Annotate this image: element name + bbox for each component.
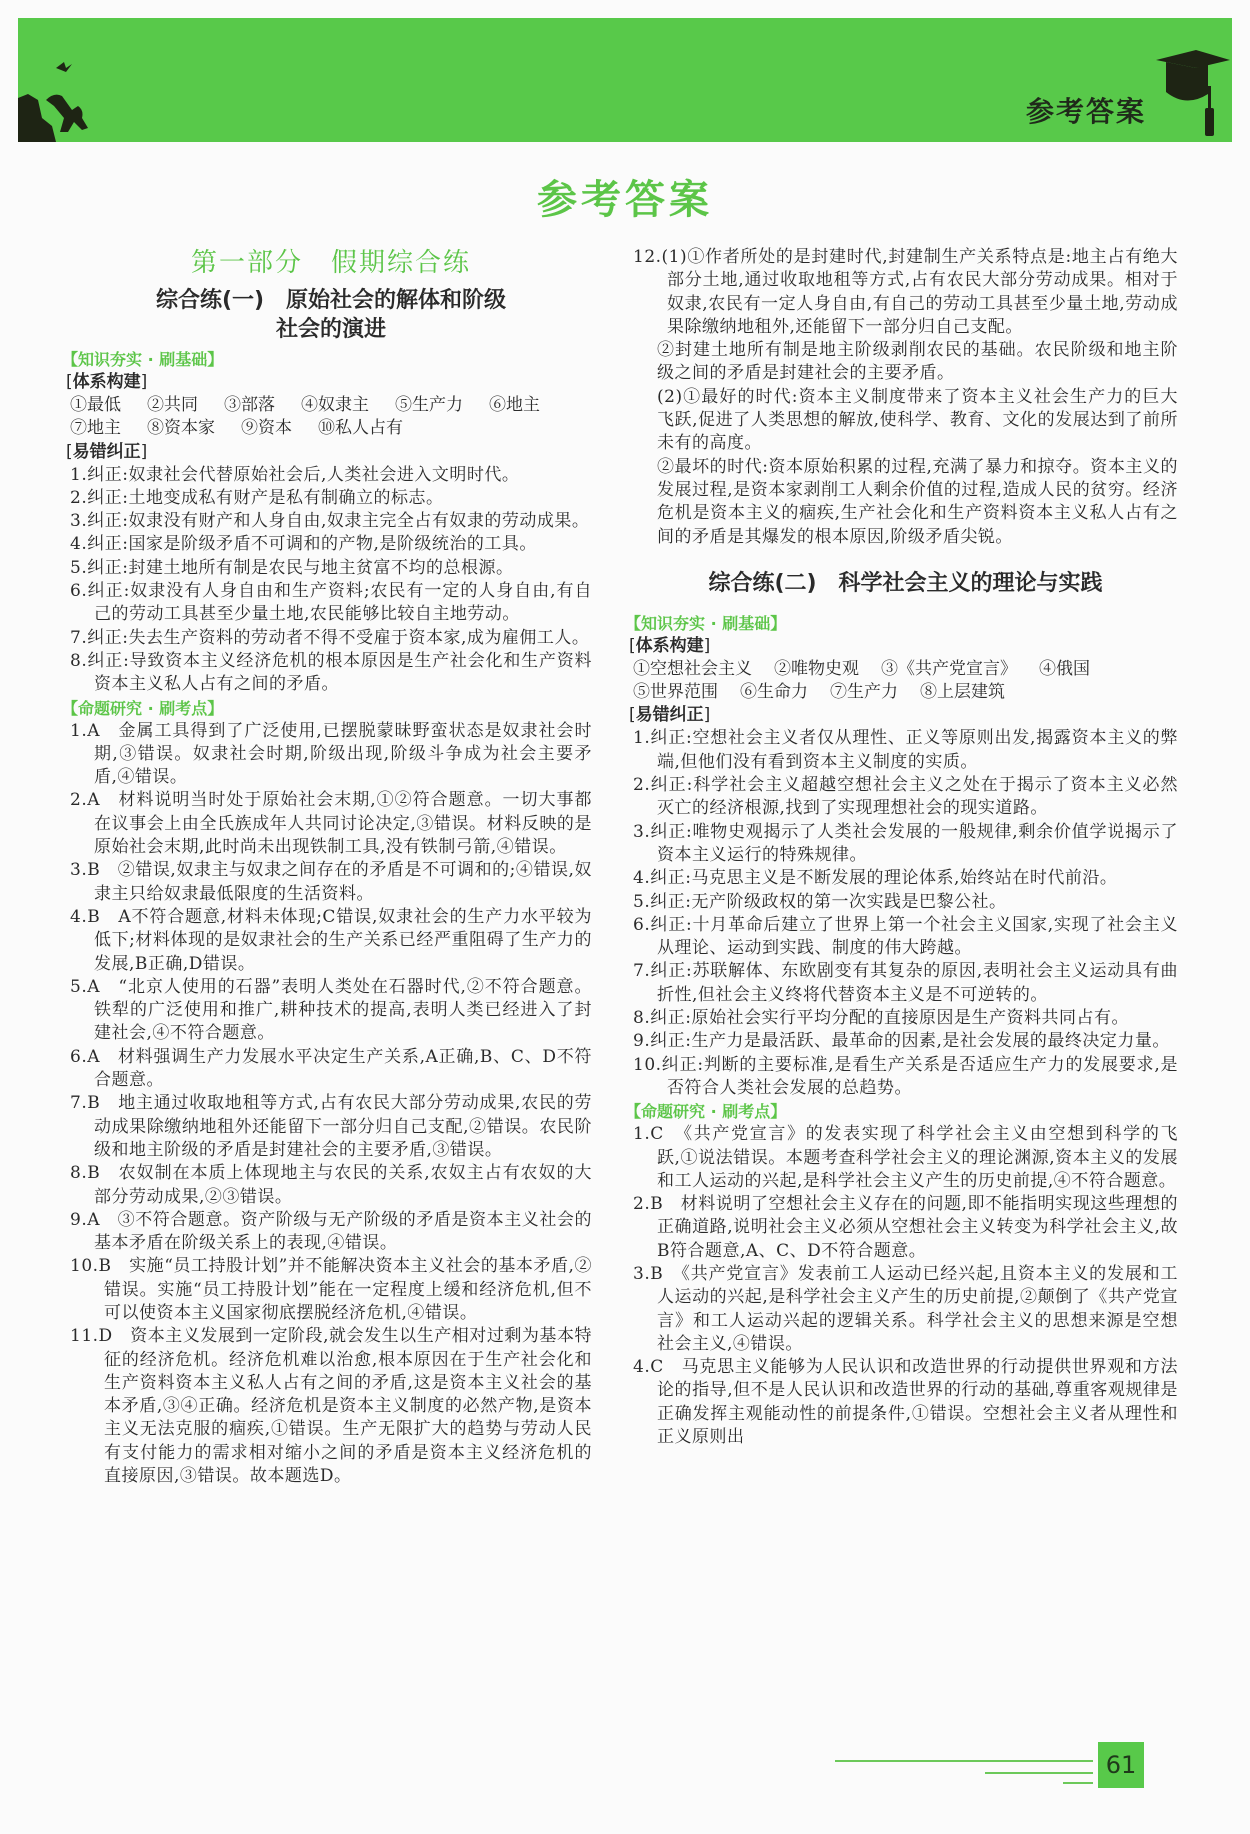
system-item: ③部落 bbox=[224, 395, 275, 415]
system-label: [ 体系构建 ] bbox=[66, 371, 592, 394]
answer-item: 3.B 《共产党宣言》发表前工人运动已经兴起,且资本主义的发展和工人运动的兴起,是科学社会主义产生的历史前提,②颠倒了《共产党宣言》和工人运动兴起的逻辑关系。科学社会主义的思想来源是空想社会主义,④错误。 bbox=[633, 1263, 1178, 1354]
section1-title: 综合练(一) 原始社会的解体和阶级 社会的演进 bbox=[155, 288, 507, 342]
footer-line bbox=[1063, 1782, 1093, 1784]
answer-item: 2.B 材料说明了空想社会主义存在的问题,即不能指明实现这些理想的正确道路,说明社会主义必须从空想社会主义转变为科学社会主义,故B符合题意,A、C、D不符合题意。 bbox=[633, 1194, 1178, 1261]
system-item: ③《共产党宣言》 bbox=[881, 658, 1017, 679]
correction-item: 2.纠正:土地变成私有财产是私有制确立的标志。 bbox=[70, 487, 444, 508]
correction-item: 8.纠正:导致资本主义经济危机的根本原因是生产社会化和生产资料资本主义私人占有之间的矛盾。 bbox=[70, 650, 592, 695]
correction-item: 1.纠正:奴隶社会代替原始社会后,人类社会进入文明时代。 bbox=[70, 464, 520, 485]
correction-item: 5.纠正:封建土地所有制是农民与地主贫富不均的总根源。 bbox=[70, 557, 514, 578]
system-item: ⑥地主 bbox=[489, 395, 540, 415]
system-item: ①最低 bbox=[70, 395, 121, 415]
part-title: 第一部分 假期综合练 bbox=[190, 248, 471, 278]
exam-tag: 【命题研究 · 刷考点】 bbox=[62, 698, 224, 718]
system-item: ⑥生命力 bbox=[740, 682, 808, 703]
answer-item-12-part: ②最坏的时代:资本原始积累的过程,充满了暴力和掠夺。资本主义的发展过程,是资本家剥削工人剩余价值的过程,造成人民的贫穷。经济危机是资本主义的痼疾,生产社会化和生产资料资本主义私人占有之间的矛盾是其爆发的根本原因,阶级矛盾尖锐。 bbox=[657, 456, 1178, 547]
answer-item: 11.D 资本主义发展到一定阶段,就会发生以生产相对过剩为基本特征的经济危机。经济危机难以治愈,根本原因在于生产社会化和生产资料资本主义私人占有之间的矛盾,这是资本主义社会的基本矛盾,③④正确。经济危机是资本主义制度的必然产物,是资本主义无法克服的痼疾,①错误。生产无限扩大的趋势与劳动人民有支付能力的需求相对缩小之间的矛盾是资本主义经济危机的直接原因,③错误。故本题选D。 bbox=[70, 1326, 592, 1487]
system-item: ①空想社会主义 bbox=[633, 658, 752, 679]
answer-item-12-part: (2)①最好的时代:资本主义制度带来了资本主义社会生产力的巨大飞跃,促进了人类思想的解放,使科学、教育、文化的发展达到了前所未有的高度。 bbox=[657, 386, 1178, 454]
page-title: 参考答案 bbox=[537, 177, 713, 223]
correction-item: 7.纠正:苏联解体、东欧剧变有其复杂的原因,表明社会主义运动具有曲折性,但社会主义终将代替资本主义是不可逆转的。 bbox=[633, 961, 1178, 1005]
system-item: ⑤生产力 bbox=[395, 395, 463, 415]
graduation-cap-icon bbox=[1156, 46, 1230, 138]
answer-item-12-part: ②封建土地所有制是地主阶级剥削农民的基础。农民阶级和地主阶级之间的矛盾是封建社会的主要矛盾。 bbox=[657, 340, 1178, 384]
correction-label: [ 易错纠正 ] bbox=[66, 441, 592, 464]
system-item: ④俄国 bbox=[1039, 658, 1090, 679]
correction-item: 5.纠正:无产阶级政权的第一次实践是巴黎公社。 bbox=[633, 891, 1007, 912]
correction-item: 6.纠正:奴隶没有人身自由和生产资料;农民有一定的人身自由,有自己的劳动工具甚至少量土地,农民能够比较自主地劳动。 bbox=[70, 581, 592, 625]
footer-line bbox=[985, 1772, 1093, 1774]
system-item: ⑧资本家 bbox=[147, 418, 215, 439]
system-item: ⑧上层建筑 bbox=[920, 682, 1005, 703]
system-item: ⑦生产力 bbox=[830, 682, 898, 703]
correction-label: [ 易错纠正 ] bbox=[629, 704, 1178, 727]
answer-item: 10.B 实施“员工持股计划”并不能解决资本主义社会的基本矛盾,②错误。实施“员工持股计划”能在一定程度上缓和经济危机,但不可以使资本主义国家彻底摆脱经济危机,④错误。 bbox=[70, 1256, 592, 1323]
system-item: ④奴隶主 bbox=[301, 395, 369, 415]
answer-item: 6.A 材料强调生产力发展水平决定生产关系,A正确,B、C、D不符合题意。 bbox=[70, 1046, 592, 1091]
correction-item: 1.纠正:空想社会主义者仅从理性、正义等原则出发,揭露资本主义的弊端,但他们没有看到资本主义制度的实质。 bbox=[633, 728, 1178, 772]
system-item: ⑩私人占有 bbox=[318, 418, 403, 439]
system-label: [ 体系构建 ] bbox=[629, 635, 1178, 658]
exam-tag: 【命题研究 · 刷考点】 bbox=[625, 1102, 787, 1122]
system-item: ⑦地主 bbox=[70, 418, 121, 439]
correction-item: 2.纠正:科学社会主义超越空想社会主义之处在于揭示了资本主义必然灭亡的经济根源,找到了实现理想社会的现实道路。 bbox=[633, 775, 1178, 819]
correction-item: 4.纠正:马克思主义是不断发展的理论体系,始终站在时代前沿。 bbox=[633, 868, 1118, 889]
correction-item: 9.纠正:生产力是最活跃、最革命的因素,是社会发展的最终决定力量。 bbox=[633, 1031, 1170, 1052]
footer-line bbox=[835, 1760, 1093, 1762]
answer-item: 1.C 《共产党宣言》的发表实现了科学社会主义由空想到科学的飞跃,①说法错误。本题考查科学社会主义的理论渊源,资本主义的发展和工人运动的兴起,是科学社会主义产生的历史前提,④不符合题意。 bbox=[633, 1124, 1178, 1191]
system-item: ②共同 bbox=[147, 395, 198, 415]
system-items bbox=[70, 394, 592, 441]
answer-item: 7.B 地主通过收取地租等方式,占有农民大部分劳动成果,农民的劳动成果除缴纳地租外还能留下一部分归自己支配,②错误。农民阶级和地主阶级的矛盾是封建社会的主要矛盾,③错误。 bbox=[70, 1093, 592, 1160]
basics-tag: 【知识夯实 · 刷基础】 bbox=[62, 350, 224, 369]
right-column bbox=[625, 246, 1178, 1449]
correction-item: 4.纠正:国家是阶级矛盾不可调和的产物,是阶级统治的工具。 bbox=[70, 534, 537, 555]
left-column bbox=[62, 246, 592, 1488]
header-banner bbox=[18, 18, 1232, 142]
system-item: ⑤世界范围 bbox=[633, 682, 718, 703]
answer-item: 1.A 金属工具得到了广泛使用,已摆脱蒙昧野蛮状态是奴隶社会时期,③错误。奴隶社会时期,阶级出现,阶级斗争成为社会主要矛盾,④错误。 bbox=[70, 720, 592, 788]
climbers-illustration-icon bbox=[18, 48, 138, 142]
answer-item-12: 12.(1)①作者所处的是封建时代,封建制生产关系特点是:地主占有绝大部分土地,通过收取地租等方式,占有农民大部分劳动成果。相对于奴隶,农民有一定人身自由,有自己的劳动工具甚至少量土地,劳动成果除缴纳地租外,还能留下一部分归自己支配。 bbox=[633, 247, 1178, 337]
banner-label: 参考答案 bbox=[1025, 95, 1146, 128]
answer-item: 9.A ③不符合题意。资产阶级与无产阶级的矛盾是资本主义社会的基本矛盾在阶级关系上的表现,④错误。 bbox=[70, 1209, 592, 1254]
basics-tag: 【知识夯实 · 刷基础】 bbox=[625, 613, 787, 633]
answer-item: 4.C 马克思主义能够为人民认识和改造世界的行动提供世界观和方法论的指导,但不是人民认识和改造世界的行动的基础,尊重客观规律是正确发挥主观能动性的前提条件,①错误。空想社会主义者从理性和正义原则出 bbox=[633, 1357, 1178, 1448]
correction-item: 3.纠正:唯物史观揭示了人类社会发展的一般规律,剩余价值学说揭示了资本主义运行的特殊规律。 bbox=[633, 821, 1178, 865]
correction-item: 7.纠正:失去生产资料的劳动者不得不受雇于资本家,成为雇佣工人。 bbox=[70, 627, 590, 648]
system-item: ⑨资本 bbox=[241, 418, 292, 439]
section2-title: 综合练(二) 科学社会主义的理论与实践 bbox=[708, 570, 1103, 596]
answer-item: 8.B 农奴制在本质上体现地主与农民的关系,农奴主占有农奴的大部分劳动成果,②③错误。 bbox=[70, 1163, 592, 1207]
answer-item: 4.B A不符合题意,材料未体现;C错误,奴隶社会的生产力水平较为低下;材料体现的是奴隶社会的生产关系已经严重阻碍了生产力的发展,B正确,D错误。 bbox=[70, 906, 592, 974]
system-item: ②唯物史观 bbox=[774, 658, 859, 679]
correction-item: 8.纠正:原始社会实行平均分配的直接原因是生产资料共同占有。 bbox=[633, 1008, 1129, 1029]
correction-item: 6.纠正:十月革命后建立了世界上第一个社会主义国家,实现了社会主义从理论、运动到实践、制度的伟大跨越。 bbox=[633, 914, 1178, 959]
answer-item: 5.A “北京人使用的石器”表明人类处在石器时代,②不符合题意。铁犁的广泛使用和推广,耕种技术的提高,表明人类已经进入了封建社会,④不符合题意。 bbox=[70, 976, 592, 1044]
correction-item: 3.纠正:奴隶没有财产和人身自由,奴隶主完全占有奴隶的劳动成果。 bbox=[70, 511, 590, 532]
correction-item: 10.纠正:判断的主要标准,是看生产关系是否适应生产力的发展要求,是否符合人类社会发展的总趋势。 bbox=[633, 1054, 1178, 1098]
system-items bbox=[633, 658, 1178, 705]
answer-item: 3.B ②错误,奴隶主与奴隶之间存在的矛盾是不可调和的;④错误,奴隶主只给奴隶最低限度的生活资料。 bbox=[70, 860, 592, 904]
answer-item: 2.A 材料说明当时处于原始社会末期,①②符合题意。一切大事都在议事会上由全氏族成年人共同讨论决定,③错误。材料反映的是原始社会末期,此时尚未出现铁制工具,没有铁制弓箭,④错误。 bbox=[70, 790, 592, 858]
page-number: 61 bbox=[1098, 1742, 1144, 1788]
